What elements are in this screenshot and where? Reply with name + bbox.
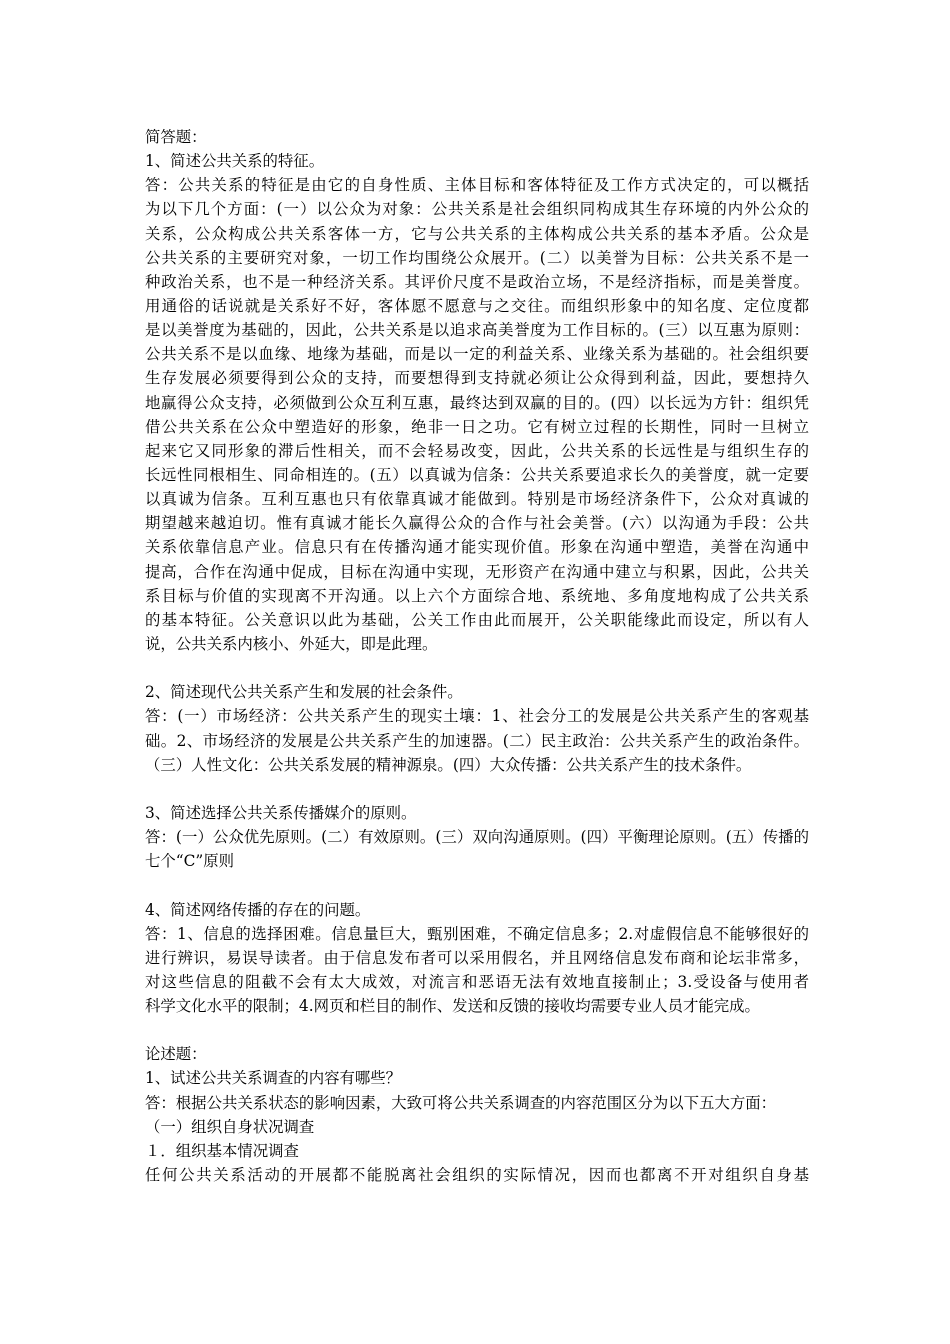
answer-line: 的基本特征。公关意识以此为基础，公关工作由此而展开，公关职能缘此而设定，所以有人 [145, 610, 809, 629]
answer-line: 用通俗的话说就是关系好不好，客体愿不愿意与之交往。而组织形象中的知名度、定位度都 [145, 296, 809, 315]
document-page [145, 125, 809, 1187]
question-2-title: 2、简述现代公共关系产生和发展的社会条件。 [145, 683, 463, 702]
answer-line: 为以下几个方面：(一）以公众为对象：公共关系是社会组织同构成其生存环境的内外公众的 [145, 200, 809, 219]
answer-line: 地赢得公众支持，必须做到公众互利互惠，最终达到双赢的目的。(四）以长远为方针：组织凭 [145, 393, 809, 412]
answer-line: 生存发展必须要得到公众的支持，而要想得到支持就必须让公众得到利益，因此，要想持久 [145, 369, 809, 388]
answer-line: 答：根据公共关系状态的影响因素，大致可将公共关系调查的内容范围区分为以下五大方面： [145, 1093, 777, 1112]
answer-line: 是以美誉度为基础的，因此，公共关系是以追求高美誉度为工作目标的。(三）以互惠为原则： [145, 321, 809, 340]
answer-line: 长远性同根相生、同命相连的。(五）以真诚为信条：公共关系要追求长久的美誉度，就一定要 [145, 465, 809, 484]
answer-line: 提高，合作在沟通中促成，目标在沟通中实现，无形资产在沟通中建立与积累，因此，公共关 [145, 562, 809, 581]
section-heading-essay: 论述题： [145, 1045, 207, 1064]
answer-line: 七个“C”原则 [145, 852, 235, 871]
answer-line: 础。2、市场经济的发展是公共关系产生的加速器。(二）民主政治：公共关系产生的政治条件。 [145, 731, 809, 750]
answer-line: 答：(一）公众优先原则。(二）有效原则。(三）双向沟通原则。(四）平衡理论原则。(五）传播的 [145, 828, 809, 847]
answer-line: 系目标与价值的实现离不开沟通。以上六个方面综合地、系统地、多角度地构成了公共关系 [145, 586, 809, 605]
answer-line: 进行辨识，易误导读者。由于信息发布者可以采用假名，并且网络信息发布商和论坛非常多， [145, 948, 809, 967]
answer-line: 种政治关系，也不是一种经济关系。其评价尺度不是政治立场，不是经济指标，而是美誉度。 [145, 272, 809, 291]
answer-line: 期望越来越迫切。惟有真诚才能长久赢得公众的合作与社会美誉。(六）以沟通为手段：公共 [145, 514, 809, 533]
paragraph-gap [145, 873, 809, 897]
question-4-answer [145, 922, 809, 1019]
question-2-answer [145, 704, 809, 776]
answer-line: 公共关系的主要研究对象，一切工作均围绕公众展开。(二）以美誉为目标：公共关系不是一 [145, 248, 809, 267]
answer-line: 任何公共关系活动的开展都不能脱离社会组织的实际情况，因而也都离不开对组织自身基 [145, 1166, 809, 1185]
answer-line: 以真诚为信条。互利互惠也只有依靠真诚才能做到。特别是市场经济条件下，公众对真诚的 [145, 490, 809, 509]
question-3-title: 3、简述选择公共关系传播媒介的原则。 [145, 803, 417, 822]
essay-1-answer [145, 1091, 809, 1188]
answer-line: 关系依靠信息产业。信息只有在传播沟通才能实现价值。形象在沟通中塑造，美誉在沟通中 [145, 538, 809, 557]
answer-line: 说，公共关系内核小、外延大，即是此理。 [145, 634, 438, 653]
answer-line: 答：公共关系的特征是由它的自身性质、主体目标和客体特征及工作方式决定的，可以概括 [145, 176, 809, 195]
answer-line: 关系，公众构成公共关系客体一方，它与公共关系的主体构成公共关系的基本矛盾。公众是 [145, 224, 809, 243]
answer-line: 科学文化水平的限制；4.网页和栏目的制作、发送和反馈的接收均需要专业人员才能完成。 [145, 997, 760, 1016]
answer-line: 对这些信息的阻截不会有太大成效，对流言和恶语无法有效地直接制止；3.受设备与使用者 [145, 972, 809, 991]
question-1-title: 1、简述公共关系的特征。 [145, 152, 325, 171]
question-4-title: 4、简述网络传播的存在的问题。 [145, 900, 371, 919]
essay-1-title: 1、试述公共关系调查的内容有哪些？ [145, 1069, 402, 1088]
paragraph-gap [145, 777, 809, 801]
subheading: （一）组织自身状况调查 [145, 1117, 315, 1136]
answer-line: 答：(一）市场经济：公共关系产生的现实土壤：1、社会分工的发展是公共关系产生的客观基 [145, 707, 809, 726]
subheading: １．组织基本情况调查 [145, 1141, 299, 1160]
answer-line: 答：1、信息的选择困难。信息量巨大，甄别困难，不确定信息多；2.对虚假信息不能够很好的 [145, 924, 809, 943]
section-heading-short-answer: 简答题： [145, 128, 207, 146]
answer-line: 公共关系不是以血缘、地缘为基础，而是以一定的利益关系、业缘关系为基础的。社会组织要 [145, 345, 809, 364]
paragraph-gap [145, 1018, 809, 1042]
question-1-answer [145, 173, 809, 656]
answer-line: 借公共关系在公众中塑造好的形象，绝非一日之功。它有树立过程的长期性，同时一旦树立 [145, 417, 809, 436]
answer-line: （三）人性文化：公共关系发展的精神源泉。(四）大众传播：公共关系产生的技术条件。 [145, 755, 752, 774]
answer-line: 起来它又同形象的滞后性相关，而不会轻易改变，因此，公共关系的长远性是与组织生存的 [145, 441, 809, 460]
paragraph-gap [145, 656, 809, 680]
question-3-answer [145, 825, 809, 873]
